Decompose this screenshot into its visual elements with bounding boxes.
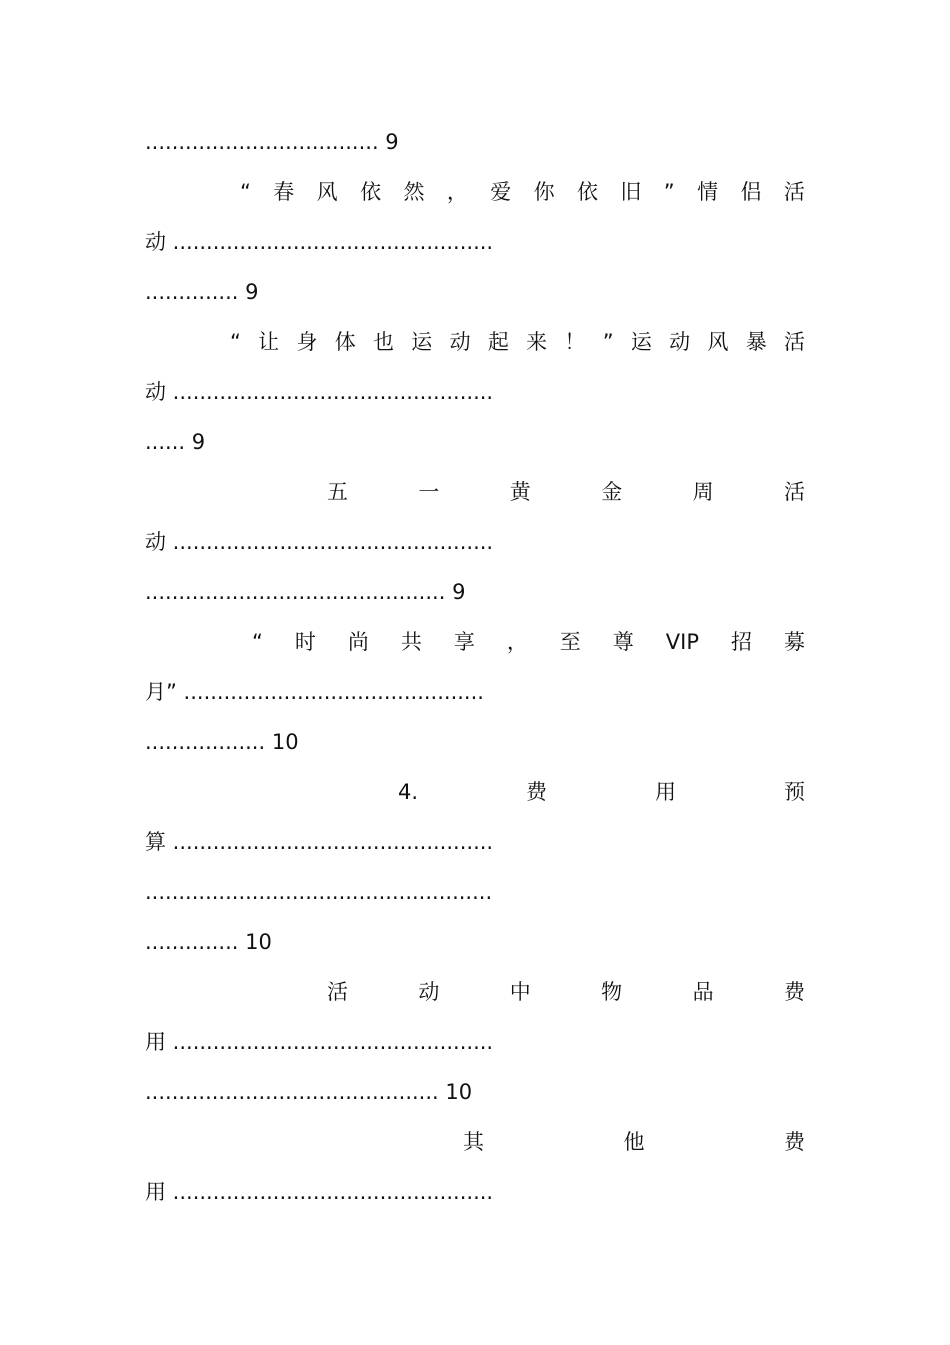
toc-line: 用 ................................................ <box>145 1180 494 1204</box>
toc-entry-title <box>252 627 805 657</box>
toc-char: ， <box>506 630 528 654</box>
toc-char: 动 <box>418 980 440 1004</box>
toc-entry-title <box>230 327 805 357</box>
toc-char: 时 <box>294 630 316 654</box>
toc-char: 起 <box>487 330 509 354</box>
toc-entry-title <box>327 977 805 1007</box>
toc-line: .............. 10 <box>145 930 272 954</box>
toc-char: VIP <box>665 630 699 654</box>
toc-line: 动 ................................................ <box>145 230 494 254</box>
toc-line: .................................................... <box>145 880 493 904</box>
toc-char: 依 <box>360 180 382 204</box>
toc-char: 一 <box>418 480 440 504</box>
toc-char: 4. <box>398 780 419 804</box>
toc-char: 招 <box>730 630 752 654</box>
toc-char: ” <box>663 180 675 204</box>
toc-char: 来 <box>526 330 548 354</box>
toc-line: 动 ................................................ <box>145 380 494 404</box>
toc-char: ” <box>602 330 614 354</box>
toc-line: 动 ................................................ <box>145 530 494 554</box>
toc-char: ， <box>446 180 468 204</box>
toc-char: 情 <box>697 180 719 204</box>
toc-char: 周 <box>692 480 714 504</box>
toc-char: 物 <box>601 980 623 1004</box>
toc-char: 至 <box>559 630 581 654</box>
toc-char: 体 <box>334 330 356 354</box>
toc-char: 尊 <box>612 630 634 654</box>
toc-entry-title <box>240 177 805 207</box>
toc-line: ............................................ 10 <box>145 1080 473 1104</box>
toc-line: ...... 9 <box>145 430 206 454</box>
toc-line: 算 ................................................ <box>145 830 494 854</box>
toc-char: 侣 <box>740 180 762 204</box>
toc-char: 活 <box>327 980 348 1004</box>
toc-char: 预 <box>784 780 805 804</box>
toc-char: 共 <box>400 630 422 654</box>
toc-char: 动 <box>449 330 471 354</box>
toc-char: 运 <box>411 330 433 354</box>
toc-char: 费 <box>783 980 805 1004</box>
toc-char: 你 <box>533 180 555 204</box>
toc-char: 中 <box>509 980 531 1004</box>
toc-char: 也 <box>373 330 395 354</box>
toc-entry-title <box>327 477 805 507</box>
toc-char: “ <box>240 180 251 204</box>
toc-char: 募 <box>783 630 805 654</box>
toc-char: 他 <box>623 1130 645 1154</box>
toc-char: 品 <box>692 980 714 1004</box>
toc-char: 五 <box>327 480 348 504</box>
toc-char: 活 <box>783 480 805 504</box>
toc-char: 然 <box>403 180 425 204</box>
toc-char: 享 <box>453 630 475 654</box>
toc-line: .............. 9 <box>145 280 259 304</box>
toc-char: 尚 <box>347 630 369 654</box>
toc-line: ............................................. 9 <box>145 580 466 604</box>
toc-char: “ <box>230 330 241 354</box>
toc-char: 运 <box>630 330 652 354</box>
toc-char: 依 <box>577 180 599 204</box>
toc-char: 身 <box>296 330 318 354</box>
toc-char: “ <box>252 630 263 654</box>
toc-char: 活 <box>784 330 805 354</box>
toc-char: 爱 <box>490 180 512 204</box>
toc-char: 春 <box>273 180 295 204</box>
toc-char: 其 <box>463 1130 484 1154</box>
toc-entry-title <box>463 1127 805 1157</box>
toc-char: 暴 <box>745 330 767 354</box>
toc-line: .................. 10 <box>145 730 299 754</box>
toc-char: 费 <box>784 1130 805 1154</box>
toc-char: ！ <box>564 330 586 354</box>
toc-char: 活 <box>783 180 805 204</box>
toc-line: ................................... 9 <box>145 130 399 154</box>
toc-char: 旧 <box>620 180 642 204</box>
toc-line: 月” ............................................. <box>145 680 484 704</box>
toc-char: 金 <box>601 480 623 504</box>
toc-char: 风 <box>707 330 729 354</box>
toc-char: 费 <box>526 780 548 804</box>
toc-char: 用 <box>655 780 677 804</box>
toc-line: 用 ................................................ <box>145 1030 494 1054</box>
toc-char: 黄 <box>509 480 531 504</box>
toc-entry-title <box>398 777 805 807</box>
toc-char: 让 <box>258 330 280 354</box>
toc-char: 风 <box>316 180 338 204</box>
toc-char: 动 <box>669 330 691 354</box>
